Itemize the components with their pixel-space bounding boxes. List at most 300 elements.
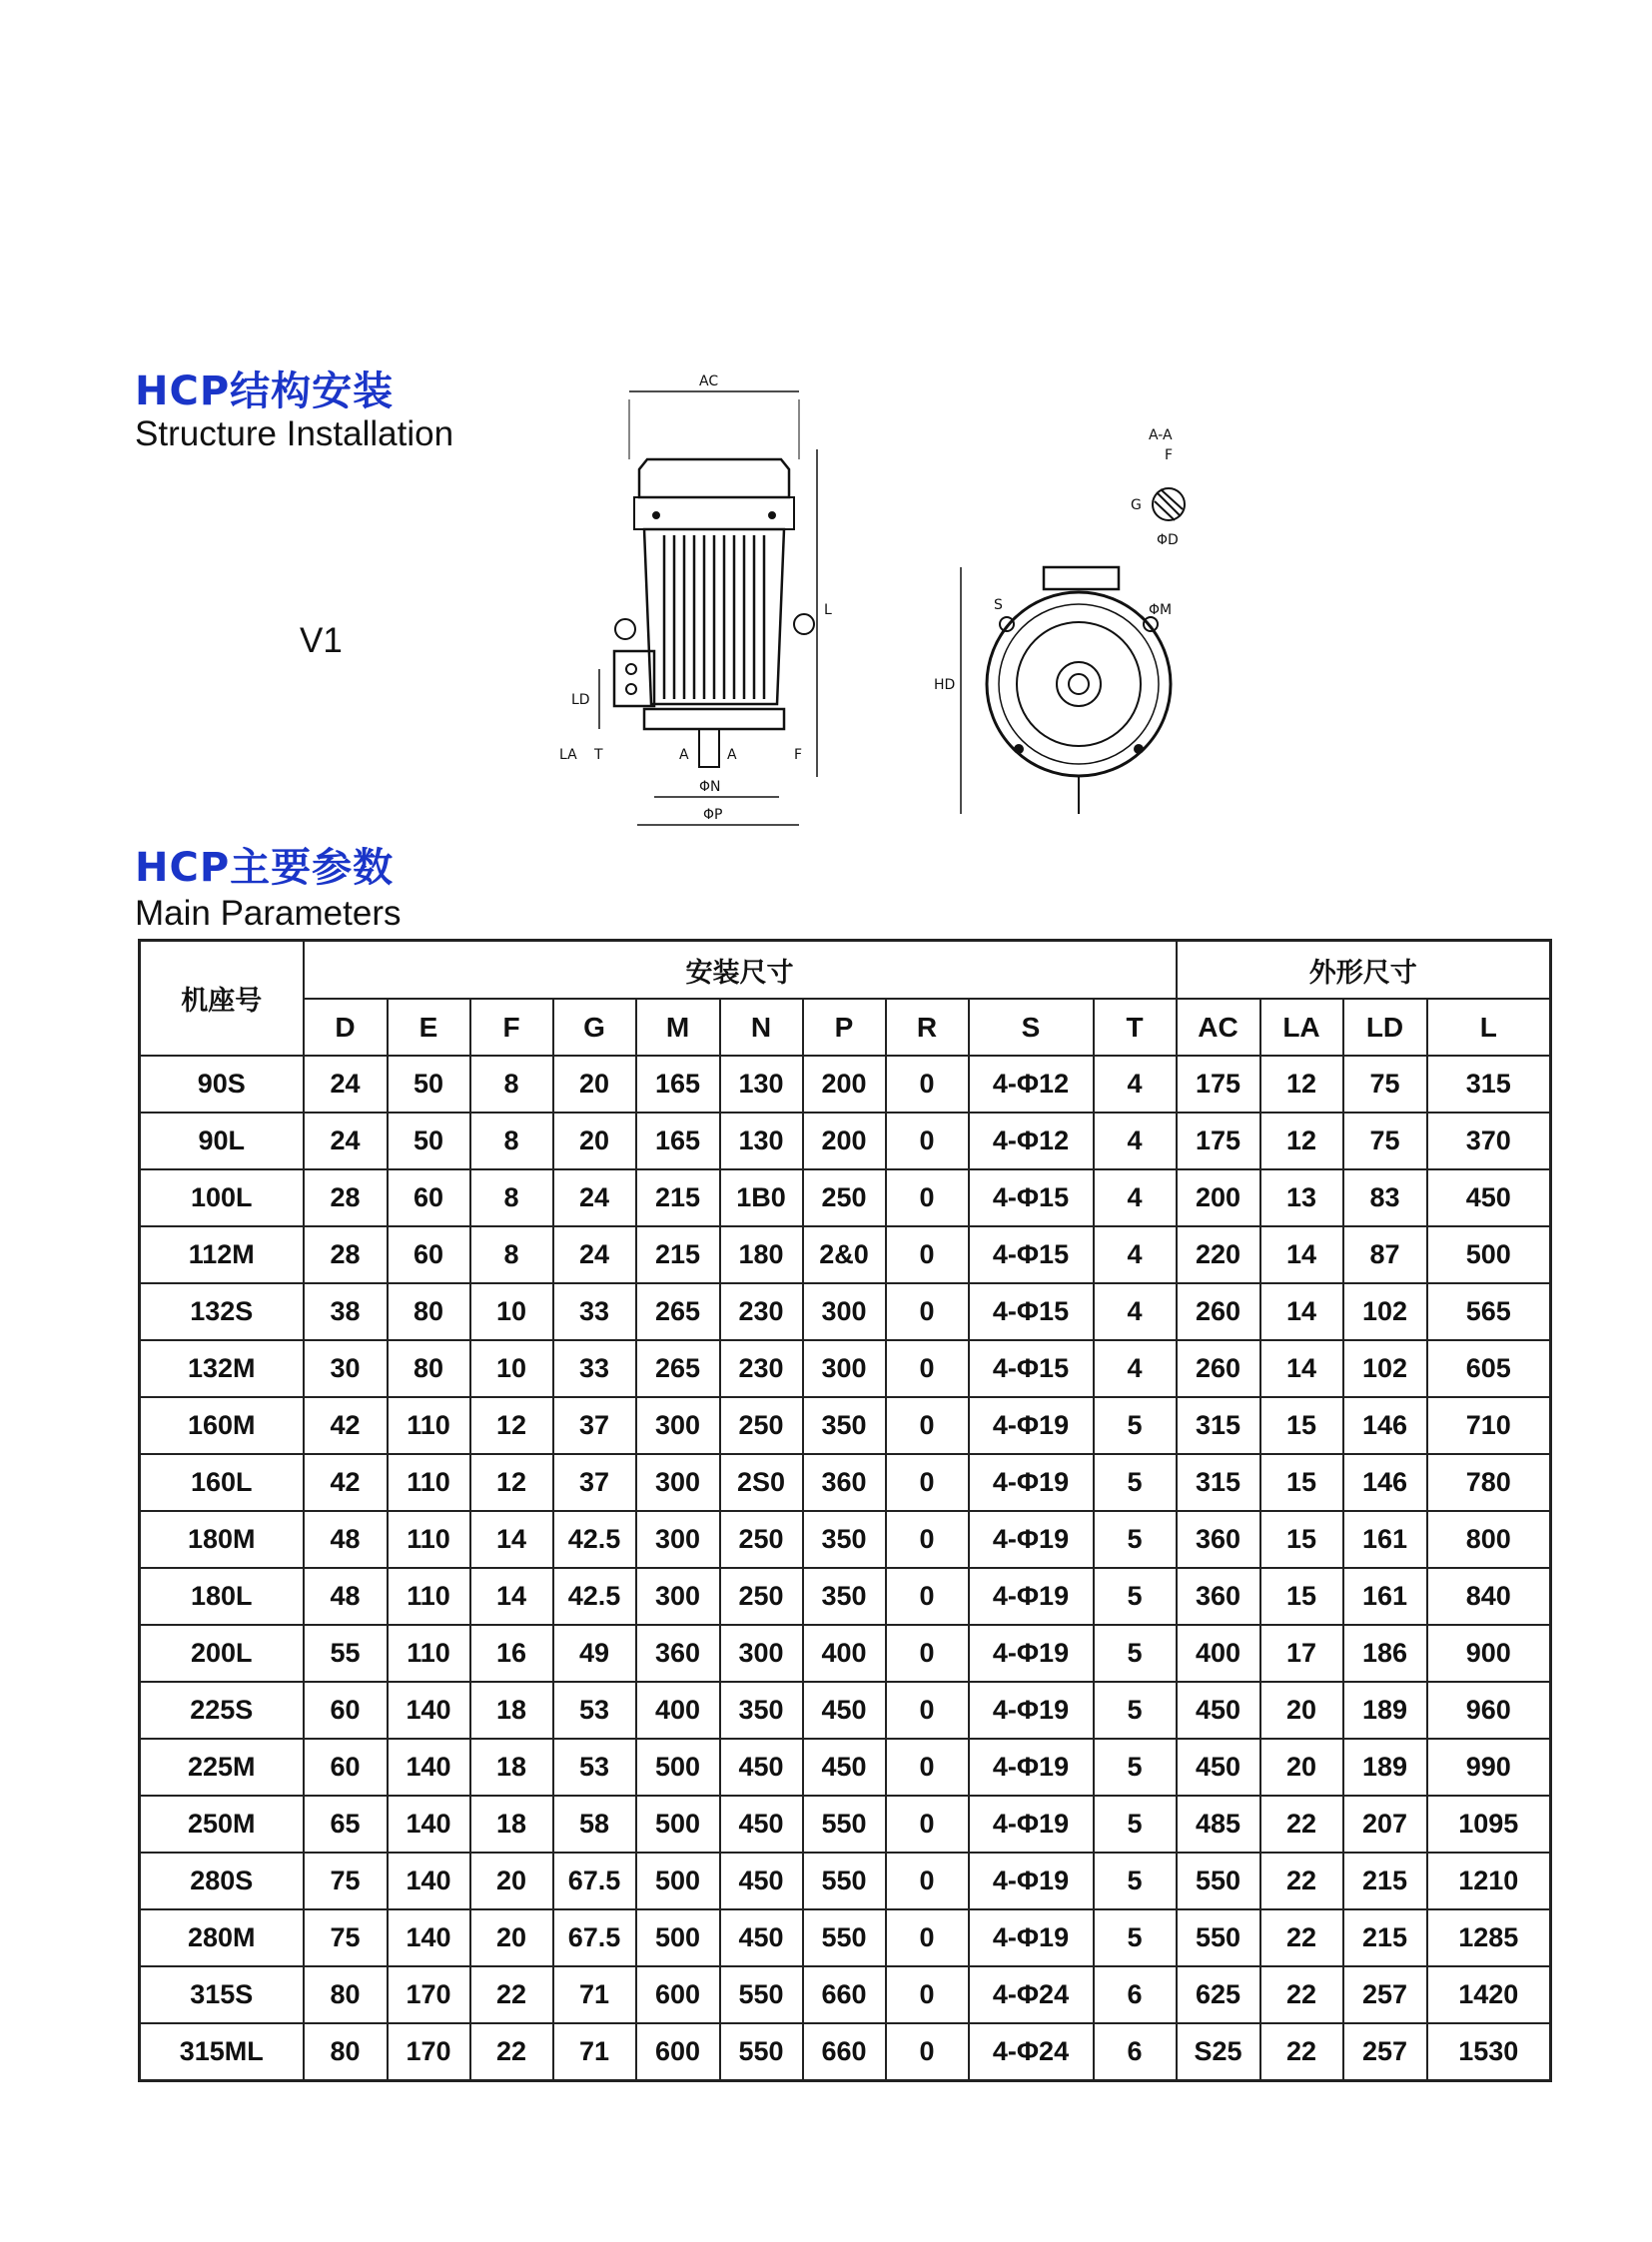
value-cell: 200 [803,1113,886,1169]
value-cell: 265 [636,1340,720,1397]
value-cell: 146 [1343,1454,1427,1511]
value-cell: 300 [636,1511,720,1568]
value-cell: 38 [304,1283,388,1340]
value-cell: 5 [1094,1909,1177,1966]
value-cell: S25 [1177,2023,1260,2081]
value-cell: 24 [304,1056,388,1113]
value-cell: 0 [886,2023,969,2081]
value-cell: 215 [636,1226,720,1283]
model-cell: 200L [140,1625,304,1682]
value-cell: 110 [388,1397,470,1454]
value-cell: 0 [886,1909,969,1966]
column-header: D [304,999,388,1056]
side-view [559,374,832,825]
model-cell: 315ML [140,2023,304,2081]
value-cell: 5 [1094,1568,1177,1625]
value-cell: 130 [720,1113,803,1169]
table-row [140,1397,1551,1454]
table-row [140,1283,1551,1340]
value-cell: 4-Φ19 [969,1568,1094,1625]
value-cell: 175 [1177,1113,1260,1169]
table-row [140,1568,1551,1625]
value-cell: 660 [803,2023,886,2081]
value-cell: 22 [1260,1796,1343,1853]
value-cell: 140 [388,1682,470,1739]
value-cell: 260 [1177,1283,1260,1340]
value-cell: 180 [720,1226,803,1283]
model-cell: 180M [140,1511,304,1568]
value-cell: 5 [1094,1796,1177,1853]
value-cell: 130 [720,1056,803,1113]
value-cell: 14 [470,1568,553,1625]
model-cell: 132S [140,1283,304,1340]
value-cell: 42.5 [553,1568,636,1625]
value-cell: 4-Φ19 [969,1397,1094,1454]
model-cell: 315S [140,1966,304,2023]
value-cell: 5 [1094,1625,1177,1682]
value-cell: 30 [304,1340,388,1397]
value-cell: 4-Φ12 [969,1056,1094,1113]
value-cell: 53 [553,1739,636,1796]
value-cell: 12 [1260,1056,1343,1113]
header-install-dimensions: 安装尺寸 [304,941,1177,1000]
value-cell: 400 [1177,1625,1260,1682]
value-cell: 0 [886,1511,969,1568]
column-header: F [470,999,553,1056]
value-cell: 71 [553,2023,636,2081]
value-cell: 4-Φ19 [969,1511,1094,1568]
table-row [140,1226,1551,1283]
section-aa-label: A-A [1149,427,1173,443]
value-cell: 4-Φ12 [969,1113,1094,1169]
value-cell: 485 [1177,1796,1260,1853]
section-a-left: A [679,747,689,763]
value-cell: 220 [1177,1226,1260,1283]
value-cell: 257 [1343,1966,1427,2023]
value-cell: 170 [388,2023,470,2081]
dim-d-label: ΦD [1157,532,1179,548]
value-cell: 80 [388,1340,470,1397]
value-cell: 33 [553,1283,636,1340]
value-cell: 189 [1343,1682,1427,1739]
value-cell: 75 [1343,1113,1427,1169]
value-cell: 75 [1343,1056,1427,1113]
value-cell: 500 [636,1796,720,1853]
value-cell: 4 [1094,1283,1177,1340]
value-cell: 5 [1094,1739,1177,1796]
value-cell: 165 [636,1113,720,1169]
value-cell: 0 [886,1796,969,1853]
value-cell: 55 [304,1625,388,1682]
value-cell: 550 [803,1796,886,1853]
value-cell: 1530 [1427,2023,1551,2081]
value-cell: 600 [636,1966,720,2023]
value-cell: 257 [1343,2023,1427,2081]
value-cell: 450 [720,1796,803,1853]
value-cell: 450 [1177,1739,1260,1796]
value-cell: 20 [470,1853,553,1909]
value-cell: 161 [1343,1568,1427,1625]
value-cell: 15 [1260,1454,1343,1511]
value-cell: 4-Φ19 [969,1625,1094,1682]
value-cell: 80 [388,1283,470,1340]
table-row [140,1340,1551,1397]
value-cell: 840 [1427,1568,1551,1625]
value-cell: 37 [553,1397,636,1454]
value-cell: 360 [1177,1568,1260,1625]
value-cell: 990 [1427,1739,1551,1796]
value-cell: 4-Φ19 [969,1909,1094,1966]
value-cell: 42 [304,1397,388,1454]
value-cell: 200 [803,1056,886,1113]
dim-m-label: ΦM [1149,602,1173,618]
value-cell: 315 [1177,1397,1260,1454]
dim-ld-label: LD [571,692,590,708]
value-cell: 215 [1343,1853,1427,1909]
value-cell: 48 [304,1568,388,1625]
value-cell: 8 [470,1056,553,1113]
value-cell: 18 [470,1739,553,1796]
value-cell: 28 [304,1226,388,1283]
value-cell: 71 [553,1966,636,2023]
column-header: G [553,999,636,1056]
value-cell: 450 [803,1682,886,1739]
model-cell: 180L [140,1568,304,1625]
value-cell: 110 [388,1568,470,1625]
value-cell: 48 [304,1511,388,1568]
column-header: M [636,999,720,1056]
value-cell: 960 [1427,1682,1551,1739]
value-cell: 5 [1094,1397,1177,1454]
value-cell: 140 [388,1909,470,1966]
value-cell: 50 [388,1056,470,1113]
header-model: 机座号 [140,941,304,1057]
value-cell: 0 [886,1966,969,2023]
dim-hd-label: HD [934,677,956,693]
value-cell: 1420 [1427,1966,1551,2023]
value-cell: 22 [1260,1909,1343,1966]
value-cell: 0 [886,1625,969,1682]
value-cell: 22 [1260,1966,1343,2023]
value-cell: 60 [388,1226,470,1283]
value-cell: 75 [304,1909,388,1966]
value-cell: 4-Φ19 [969,1853,1094,1909]
dim-f2-label: F [1165,447,1174,463]
section-subtitle-structure: Structure Installation [135,414,454,453]
value-cell: 12 [1260,1113,1343,1169]
value-cell: 550 [720,2023,803,2081]
value-cell: 110 [388,1511,470,1568]
value-cell: 4-Φ19 [969,1739,1094,1796]
value-cell: 400 [636,1682,720,1739]
value-cell: 140 [388,1796,470,1853]
value-cell: 2S0 [720,1454,803,1511]
dim-t-label: T [594,747,603,763]
value-cell: 1285 [1427,1909,1551,1966]
value-cell: 565 [1427,1283,1551,1340]
value-cell: 370 [1427,1113,1551,1169]
column-header: E [388,999,470,1056]
value-cell: 4-Φ19 [969,1454,1094,1511]
section-a-right: A [727,747,737,763]
value-cell: 58 [553,1796,636,1853]
value-cell: 450 [720,1739,803,1796]
model-cell: 225S [140,1682,304,1739]
value-cell: 360 [1177,1511,1260,1568]
dim-f-label: F [794,747,803,763]
dim-p-label: ΦP [703,807,723,823]
value-cell: 550 [720,1966,803,2023]
value-cell: 0 [886,1454,969,1511]
value-cell: 67.5 [553,1853,636,1909]
section-subtitle-parameters: Main Parameters [135,894,402,933]
value-cell: 550 [803,1853,886,1909]
value-cell: 87 [1343,1226,1427,1283]
value-cell: 710 [1427,1397,1551,1454]
value-cell: 300 [636,1397,720,1454]
value-cell: 28 [304,1169,388,1226]
value-cell: 8 [470,1113,553,1169]
value-cell: 24 [553,1169,636,1226]
model-cell: 280M [140,1909,304,1966]
value-cell: 24 [553,1226,636,1283]
section-title-parameters: HCP主要参数 [135,845,395,891]
value-cell: 4 [1094,1169,1177,1226]
value-cell: 300 [803,1340,886,1397]
value-cell: 500 [636,1739,720,1796]
column-header: LD [1343,999,1427,1056]
value-cell: 170 [388,1966,470,2023]
value-cell: 0 [886,1226,969,1283]
value-cell: 0 [886,1682,969,1739]
table-row [140,1113,1551,1169]
value-cell: 600 [636,2023,720,2081]
dim-ac-label: AC [699,374,719,389]
value-cell: 250 [720,1397,803,1454]
value-cell: 60 [304,1739,388,1796]
value-cell: 550 [1177,1853,1260,1909]
model-cell: 90L [140,1113,304,1169]
model-cell: 112M [140,1226,304,1283]
table-row [140,1682,1551,1739]
value-cell: 80 [304,1966,388,2023]
value-cell: 315 [1427,1056,1551,1113]
value-cell: 80 [304,2023,388,2081]
value-cell: 17 [1260,1625,1343,1682]
value-cell: 0 [886,1340,969,1397]
section-title-structure: HCP结构安装 [135,369,395,414]
value-cell: 18 [470,1682,553,1739]
value-cell: 6 [1094,1966,1177,2023]
table-row [140,1796,1551,1853]
value-cell: 42.5 [553,1511,636,1568]
value-cell: 22 [1260,2023,1343,2081]
value-cell: 140 [388,1853,470,1909]
value-cell: 146 [1343,1397,1427,1454]
value-cell: 4-Φ24 [969,2023,1094,2081]
value-cell: 53 [553,1682,636,1739]
table-row [140,1056,1551,1113]
value-cell: 500 [636,1853,720,1909]
value-cell: 12 [470,1397,553,1454]
value-cell: 0 [886,1283,969,1340]
value-cell: 20 [1260,1739,1343,1796]
value-cell: 215 [636,1169,720,1226]
value-cell: 660 [803,1966,886,2023]
value-cell: 110 [388,1625,470,1682]
value-cell: 15 [1260,1397,1343,1454]
end-view [934,567,1172,814]
value-cell: 22 [470,1966,553,2023]
table-row [140,1625,1551,1682]
value-cell: 200 [1177,1169,1260,1226]
value-cell: 250 [720,1511,803,1568]
value-cell: 5 [1094,1682,1177,1739]
value-cell: 1B0 [720,1169,803,1226]
value-cell: 24 [304,1113,388,1169]
value-cell: 4 [1094,1340,1177,1397]
value-cell: 360 [636,1625,720,1682]
column-header: S [969,999,1094,1056]
column-header: AC [1177,999,1260,1056]
value-cell: 0 [886,1056,969,1113]
value-cell: 450 [803,1739,886,1796]
value-cell: 10 [470,1283,553,1340]
value-cell: 4 [1094,1226,1177,1283]
value-cell: 260 [1177,1340,1260,1397]
value-cell: 350 [803,1568,886,1625]
value-cell: 300 [803,1283,886,1340]
value-cell: 165 [636,1056,720,1113]
value-cell: 4-Φ15 [969,1169,1094,1226]
table-row [140,1909,1551,1966]
value-cell: 360 [803,1454,886,1511]
value-cell: 5 [1094,1454,1177,1511]
value-cell: 42 [304,1454,388,1511]
value-cell: 20 [553,1113,636,1169]
value-cell: 900 [1427,1625,1551,1682]
dim-g-label: G [1131,497,1142,513]
value-cell: 67.5 [553,1909,636,1966]
value-cell: 0 [886,1397,969,1454]
value-cell: 50 [388,1113,470,1169]
value-cell: 10 [470,1340,553,1397]
value-cell: 5 [1094,1853,1177,1909]
value-cell: 186 [1343,1625,1427,1682]
value-cell: 300 [720,1625,803,1682]
value-cell: 250 [803,1169,886,1226]
value-cell: 5 [1094,1511,1177,1568]
table-row [140,1454,1551,1511]
value-cell: 110 [388,1454,470,1511]
model-cell: 160L [140,1454,304,1511]
value-cell: 265 [636,1283,720,1340]
parameters-table [138,939,1552,2082]
value-cell: 450 [720,1853,803,1909]
value-cell: 20 [553,1056,636,1113]
motor-installation-drawing [459,370,1219,889]
value-cell: 400 [803,1625,886,1682]
model-cell: 132M [140,1340,304,1397]
value-cell: 37 [553,1454,636,1511]
value-cell: 16 [470,1625,553,1682]
value-cell: 800 [1427,1511,1551,1568]
value-cell: 8 [470,1169,553,1226]
value-cell: 207 [1343,1796,1427,1853]
value-cell: 102 [1343,1340,1427,1397]
value-cell: 450 [1427,1169,1551,1226]
value-cell: 6 [1094,2023,1177,2081]
value-cell: 300 [636,1568,720,1625]
model-cell: 225M [140,1739,304,1796]
value-cell: 20 [1260,1682,1343,1739]
value-cell: 22 [1260,1853,1343,1909]
value-cell: 4-Φ15 [969,1283,1094,1340]
value-cell: 500 [1427,1226,1551,1283]
value-cell: 33 [553,1340,636,1397]
table-row [140,1739,1551,1796]
table-row [140,1511,1551,1568]
column-header: R [886,999,969,1056]
value-cell: 140 [388,1739,470,1796]
value-cell: 20 [470,1909,553,1966]
value-cell: 15 [1260,1511,1343,1568]
model-cell: 280S [140,1853,304,1909]
value-cell: 0 [886,1113,969,1169]
value-cell: 14 [470,1511,553,1568]
value-cell: 0 [886,1568,969,1625]
value-cell: 0 [886,1853,969,1909]
value-cell: 14 [1260,1226,1343,1283]
value-cell: 175 [1177,1056,1260,1113]
model-cell: 90S [140,1056,304,1113]
table-row [140,1966,1551,2023]
value-cell: 15 [1260,1568,1343,1625]
value-cell: 300 [636,1454,720,1511]
value-cell: 450 [1177,1682,1260,1739]
value-cell: 60 [304,1682,388,1739]
value-cell: 161 [1343,1511,1427,1568]
value-cell: 189 [1343,1739,1427,1796]
value-cell: 60 [388,1169,470,1226]
value-cell: 230 [720,1340,803,1397]
value-cell: 75 [304,1853,388,1909]
dim-n-label: ΦN [699,779,721,795]
dim-s-label: S [994,597,1003,613]
dim-la-label: LA [559,747,577,763]
table-row [140,2023,1551,2081]
model-cell: 250M [140,1796,304,1853]
column-header: T [1094,999,1177,1056]
value-cell: 2&0 [803,1226,886,1283]
value-cell: 350 [803,1397,886,1454]
value-cell: 605 [1427,1340,1551,1397]
value-cell: 12 [470,1454,553,1511]
value-cell: 4-Φ15 [969,1226,1094,1283]
dim-l-label: L [824,602,832,618]
value-cell: 500 [636,1909,720,1966]
value-cell: 8 [470,1226,553,1283]
header-outline-dimensions: 外形尺寸 [1177,941,1551,1000]
value-cell: 350 [720,1682,803,1739]
value-cell: 49 [553,1625,636,1682]
value-cell: 4-Φ15 [969,1340,1094,1397]
value-cell: 315 [1177,1454,1260,1511]
value-cell: 4-Φ24 [969,1966,1094,2023]
value-cell: 550 [803,1909,886,1966]
value-cell: 22 [470,2023,553,2081]
value-cell: 1210 [1427,1853,1551,1909]
